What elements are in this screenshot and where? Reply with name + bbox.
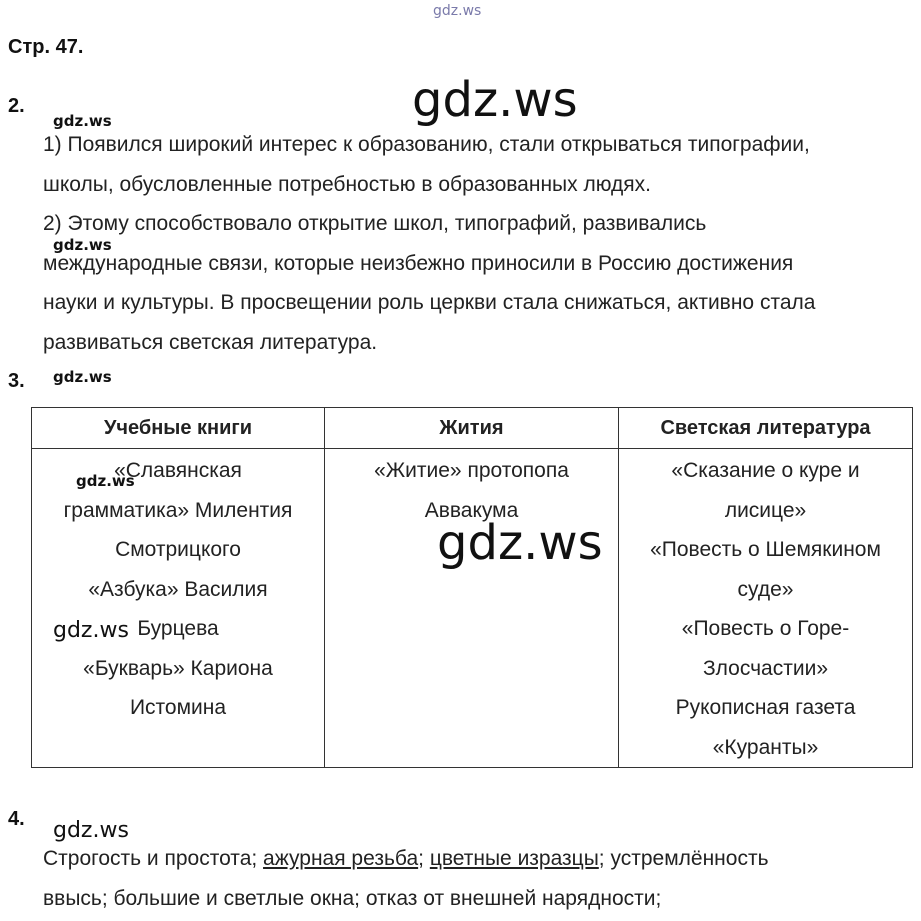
cell-secular: [619, 449, 913, 768]
header-textbooks: Учебные книги: [32, 408, 325, 449]
cell-line: Аввакума: [424, 498, 519, 522]
text-fragment: ; устремлённость: [598, 847, 769, 870]
cell-line: «Азбука» Василия: [88, 577, 268, 601]
task-3-number: 3.: [8, 370, 25, 392]
watermark-small: gdz.ws: [76, 472, 135, 490]
cell-line: «Повесть о Шемякином: [650, 538, 881, 561]
watermark-small: gdz.ws: [53, 112, 112, 130]
text-line: международные связи, которые неизбежно приносили в Россию достижения: [43, 251, 794, 275]
literature-table: [31, 407, 913, 768]
text-line: развиваться светская литература.: [43, 330, 378, 354]
table-header-row: [32, 408, 913, 449]
text-line: 2) Этому способствовало открытие школ, типографий, развивались: [43, 212, 707, 235]
task-2-paragraph-1: [43, 125, 913, 204]
cell-lives: [325, 449, 619, 768]
cell-line: Рукописная газета: [675, 696, 856, 719]
watermark-medium: gdz.ws: [53, 818, 129, 843]
cell-line: Смотрицкого: [115, 538, 241, 561]
task-4-paragraph: [43, 839, 913, 918]
text-line: науки и культуры. В просвещении роль церкви стала снижаться, активно стала: [43, 291, 816, 314]
text-line: [43, 839, 913, 879]
text-line: школы, обусловленные потребностью в образованных людях.: [43, 172, 651, 196]
task-2-paragraph-2: [43, 204, 913, 362]
cell-line: Истомина: [129, 696, 227, 719]
cell-textbooks: [32, 449, 325, 768]
cell-line: суде»: [737, 577, 794, 601]
watermark-medium: gdz.ws: [53, 618, 129, 643]
cell-line: «Житие» протопопа: [374, 459, 569, 482]
cell-line: «Славянская: [114, 459, 242, 482]
watermark-small: gdz.ws: [53, 236, 112, 254]
table-row: [32, 449, 913, 768]
task-4-number: 4.: [8, 808, 25, 830]
cell-line: «Повесть о Горе-: [681, 617, 850, 640]
text-line: 1) Появился широкий интерес к образованию, стали открываться типографии,: [43, 133, 810, 156]
text-fragment: ;: [418, 847, 430, 870]
watermark-big: gdz.ws: [412, 72, 578, 128]
cell-line: лисице»: [724, 498, 807, 522]
watermark-top: gdz.ws: [433, 3, 482, 19]
cell-line: «Сказание о куре и: [671, 459, 860, 482]
cell-line: Злосчастии»: [703, 656, 828, 680]
text-line: ввысь; большие и светлые окна; отказ от внешней нарядности;: [43, 886, 662, 910]
page-title: Стр. 47.: [8, 36, 84, 58]
cell-line: грамматика» Милентия: [63, 498, 293, 522]
watermark-big: gdz.ws: [437, 515, 603, 571]
underlined-fragment: цветные изразцы: [429, 847, 599, 870]
cell-line: «Куранты»: [712, 735, 819, 759]
task-2-number: 2.: [8, 95, 25, 117]
watermark-small: gdz.ws: [53, 368, 112, 386]
underlined-fragment: ажурная резьба: [263, 847, 419, 870]
cell-line: Бурцева: [137, 617, 219, 640]
header-lives: Жития: [325, 408, 619, 449]
cell-line: «Букварь» Кариона: [83, 656, 273, 680]
header-secular: Светская литература: [619, 408, 913, 449]
text-fragment: Строгость и простота;: [43, 847, 264, 870]
